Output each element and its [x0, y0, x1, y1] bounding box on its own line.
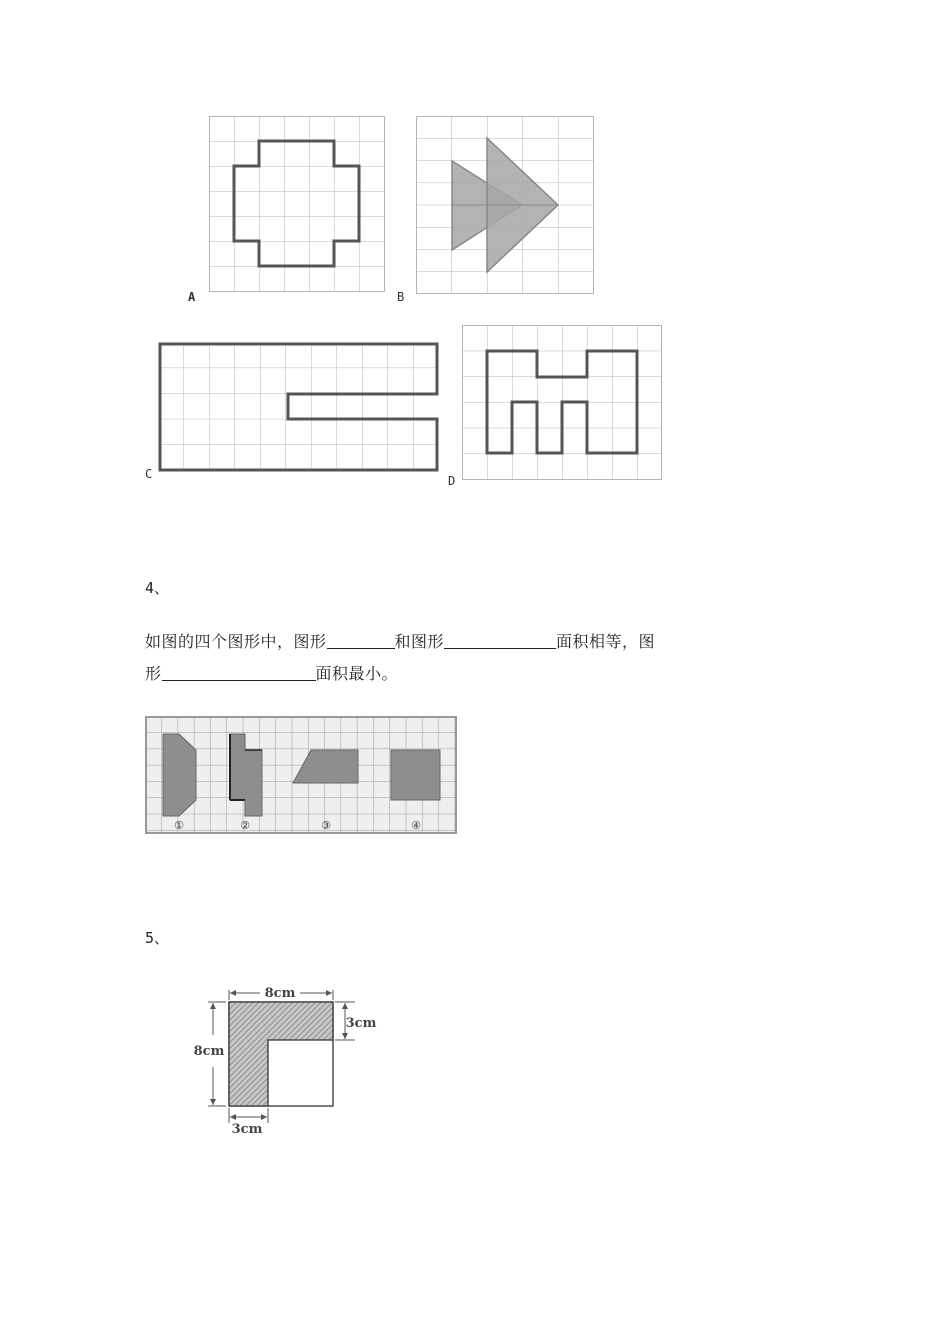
answer-blank-2[interactable]	[444, 630, 556, 649]
figure-c-grid	[158, 342, 440, 474]
shape-4-label: ④	[411, 819, 421, 832]
shape-1-label: ①	[174, 819, 184, 832]
question-4-shapes-grid	[145, 716, 459, 836]
figure-b-label: B	[397, 290, 405, 304]
dim-top-label: 8cm	[264, 986, 296, 1001]
figure-a-label: A	[188, 290, 196, 304]
shape-4	[391, 750, 440, 800]
q4-text-3: 面积相等，图	[556, 632, 656, 651]
q4-text-2: 和图形	[394, 632, 445, 651]
dim-right-label: 3cm	[345, 1016, 377, 1031]
figure-b-grid	[416, 116, 596, 296]
figure-c-label: C	[145, 467, 153, 481]
answer-blank-1[interactable]	[327, 630, 395, 649]
dim-left-label: 8cm	[193, 1044, 225, 1059]
question-5-number: 5、	[145, 929, 170, 947]
figure-a-grid	[209, 116, 387, 296]
q4-text-1: 如图的四个图形中，图形	[145, 632, 327, 651]
q4-text-5: 面积最小。	[315, 664, 399, 683]
answer-blank-3[interactable]	[162, 662, 316, 681]
shape-2-label: ②	[240, 819, 250, 832]
figure-d-label: D	[448, 474, 456, 488]
q4-text-4: 形	[145, 664, 162, 683]
shaded-l-shape	[229, 1002, 333, 1106]
question-5-diagram	[190, 980, 390, 1140]
dim-bottom-label: 3cm	[231, 1122, 263, 1137]
shape-3-label: ③	[321, 819, 331, 832]
shape-1	[163, 734, 196, 816]
figure-d-grid	[462, 325, 664, 482]
question-4-number: 4、	[145, 579, 170, 597]
question-4-text	[145, 626, 765, 690]
